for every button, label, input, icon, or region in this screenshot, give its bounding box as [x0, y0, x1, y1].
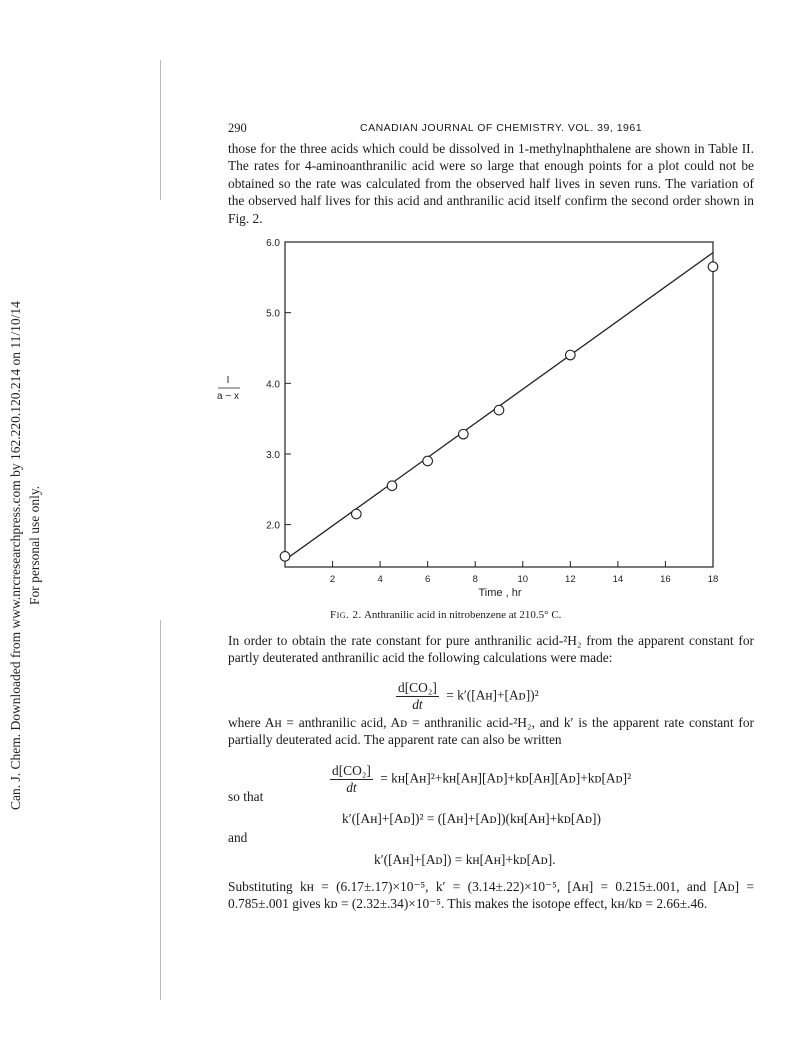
paragraph-4: Substituting kʜ = (6.17±.17)×10⁻⁵, k′ = (3.14±.22)×10⁻⁵, [Aʜ] = 0.215±.001, and [Aᴅ] = 0.785±.001 gives kᴅ = (2.32±.34)×10⁻⁵. This makes the isotope effect, kʜ/kᴅ = 2.66±.46.: [228, 879, 754, 912]
so-that-text: so that: [228, 789, 264, 804]
y-tick-label: 3.0: [266, 449, 280, 461]
data-point: [352, 509, 362, 519]
figure-2-chart: [210, 232, 730, 612]
paragraph-2: In order to obtain the rate constant for pure anthranilic acid-²H₂ from the apparent constant for partly deuterated anthranilic acid the following calculations were made:: [228, 633, 754, 666]
x-tick-label: 12: [565, 574, 576, 585]
y-tick-label: 2.0: [266, 520, 280, 532]
eq2-fraction: [330, 763, 373, 796]
plot-frame: [285, 242, 713, 567]
x-axis-label: Time , hr: [478, 587, 522, 599]
watermark-line-2: For personal use only.: [27, 485, 42, 605]
watermark-line-1: Can. J. Chem. Downloaded from www.nrcresearchpress.com by 162.220.120.214 on 11/10/14: [8, 301, 23, 810]
chart-svg: [210, 232, 730, 607]
paragraph-1: those for the three acids which could be dissolved in 1-methylnaphthalene are shown in Table II. The rates for 4-aminoanthranilic acid were so large that enough points for a plot could not be obtained so the rate was calculated from the observed half lives in seven runs. The variation of the observed half lives for this acid and anthranilic acid itself confirm the second order shown in Fig. 2.: [228, 141, 754, 226]
running-head: CANADIAN JOURNAL OF CHEMISTRY. VOL. 39, 1961: [360, 122, 643, 134]
eq1-denominator: dt: [412, 697, 423, 712]
x-tick-label: 16: [660, 574, 671, 585]
y-axis-label-denominator: a − x: [217, 391, 239, 402]
x-tick-label: 10: [517, 574, 529, 585]
eq2-numerator: d[CO₂]: [332, 763, 371, 778]
eq1-fraction: [396, 680, 439, 713]
y-tick-label: 5.0: [266, 308, 280, 320]
x-tick-label: 2: [329, 574, 336, 585]
x-tick-label: 8: [472, 574, 478, 585]
data-point: [280, 552, 290, 562]
y-tick-label: 6.0: [266, 238, 280, 249]
eq2-rhs: = kʜ[Aʜ]²+kʜ[Aʜ][Aᴅ]+kᴅ[Aʜ][Aᴅ]+kᴅ[Aᴅ]²: [380, 770, 632, 786]
equation-3: k′([Aʜ]+[Aᴅ])² = ([Aʜ]+[Aᴅ])(kʜ[Aʜ]+kᴅ[Aᴅ]): [342, 811, 601, 826]
margin-rule: [160, 620, 161, 1000]
eq2-denominator: dt: [346, 780, 357, 795]
data-point: [423, 456, 433, 466]
margin-rule: [160, 60, 161, 200]
equation-1: [396, 680, 539, 713]
page-number: 290: [228, 121, 247, 135]
equation-2: [330, 763, 631, 796]
data-point: [566, 350, 576, 360]
x-tick-label: 4: [377, 574, 383, 585]
data-point: [494, 405, 504, 415]
y-axis-label-numerator: I: [226, 375, 230, 386]
and-text: and: [228, 830, 248, 845]
y-tick-label: 4.0: [266, 379, 280, 391]
paragraph-3: where Aʜ = anthranilic acid, Aᴅ = anthranilic acid-²H₂, and k′ is the apparent rate constant for partially deuterated acid. The apparent rate can also be written: [228, 715, 754, 748]
equation-4: k′([Aʜ]+[Aᴅ]) = kʜ[Aʜ]+kᴅ[Aᴅ].: [374, 852, 556, 867]
eq1-numerator: d[CO₂]: [398, 680, 437, 695]
caption-label: Fig. 2.: [330, 609, 362, 621]
download-watermark: [6, 230, 52, 810]
data-point: [387, 481, 397, 491]
x-tick-label: 6: [425, 574, 431, 585]
figure-caption: [330, 609, 561, 621]
x-tick-label: 18: [707, 574, 719, 585]
data-point: [459, 429, 469, 439]
data-point: [708, 262, 718, 272]
eq1-rhs: = k′([Aʜ]+[Aᴅ])²: [446, 687, 539, 703]
x-tick-label: 14: [612, 574, 624, 585]
caption-text: Anthranilic acid in nitrobenzene at 210.5° C.: [363, 609, 562, 621]
